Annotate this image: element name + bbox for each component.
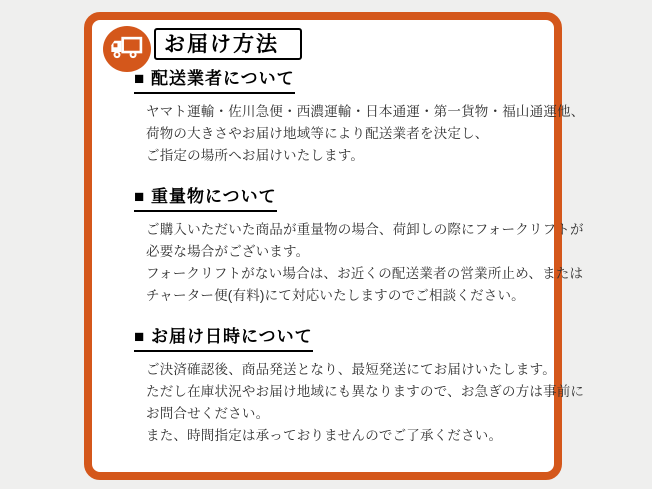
section-body xyxy=(134,101,585,167)
section-body xyxy=(134,359,585,447)
section-heading: ■ 重量物について xyxy=(134,182,277,212)
body-line: お問合せください。 xyxy=(146,406,270,421)
body-line: 必要な場合がございます。 xyxy=(146,244,310,259)
section-heading: ■ お届け日時について xyxy=(134,322,313,352)
body-line: また、時間指定は承っておりませんのでご了承ください。 xyxy=(146,428,503,443)
section-body xyxy=(134,219,584,307)
body-line: チャーター便(有料)にて対応いたしますのでご相談ください。 xyxy=(146,288,525,303)
body-line: ただし在庫状況やお届け地域にも異なりますので、お急ぎの方は事前に xyxy=(146,384,585,399)
body-line: ヤマト運輸・佐川急便・西濃運輸・日本通運・第一貨物・福山通運他、 xyxy=(146,104,585,119)
body-line: ご決済確認後、商品発送となり、最短発送にてお届けいたします。 xyxy=(146,362,556,377)
body-line: 荷物の大きさやお届け地域等により配送業者を決定し、 xyxy=(146,126,489,141)
body-line: ご指定の場所へお届けいたします。 xyxy=(146,148,365,163)
section-shipping-carriers xyxy=(134,64,585,167)
section-heading: ■ 配送業者について xyxy=(134,64,295,94)
section-heavy-items xyxy=(134,182,584,307)
sections-container xyxy=(134,64,585,462)
body-line: ご購入いただいた商品が重量物の場合、荷卸しの際にフォークリフトが xyxy=(146,222,584,237)
section-delivery-datetime xyxy=(134,322,585,447)
page-title: お届け方法 xyxy=(154,28,302,60)
body-line: フォークリフトがない場合は、お近くの配送業者の営業所止め、または xyxy=(146,266,584,281)
